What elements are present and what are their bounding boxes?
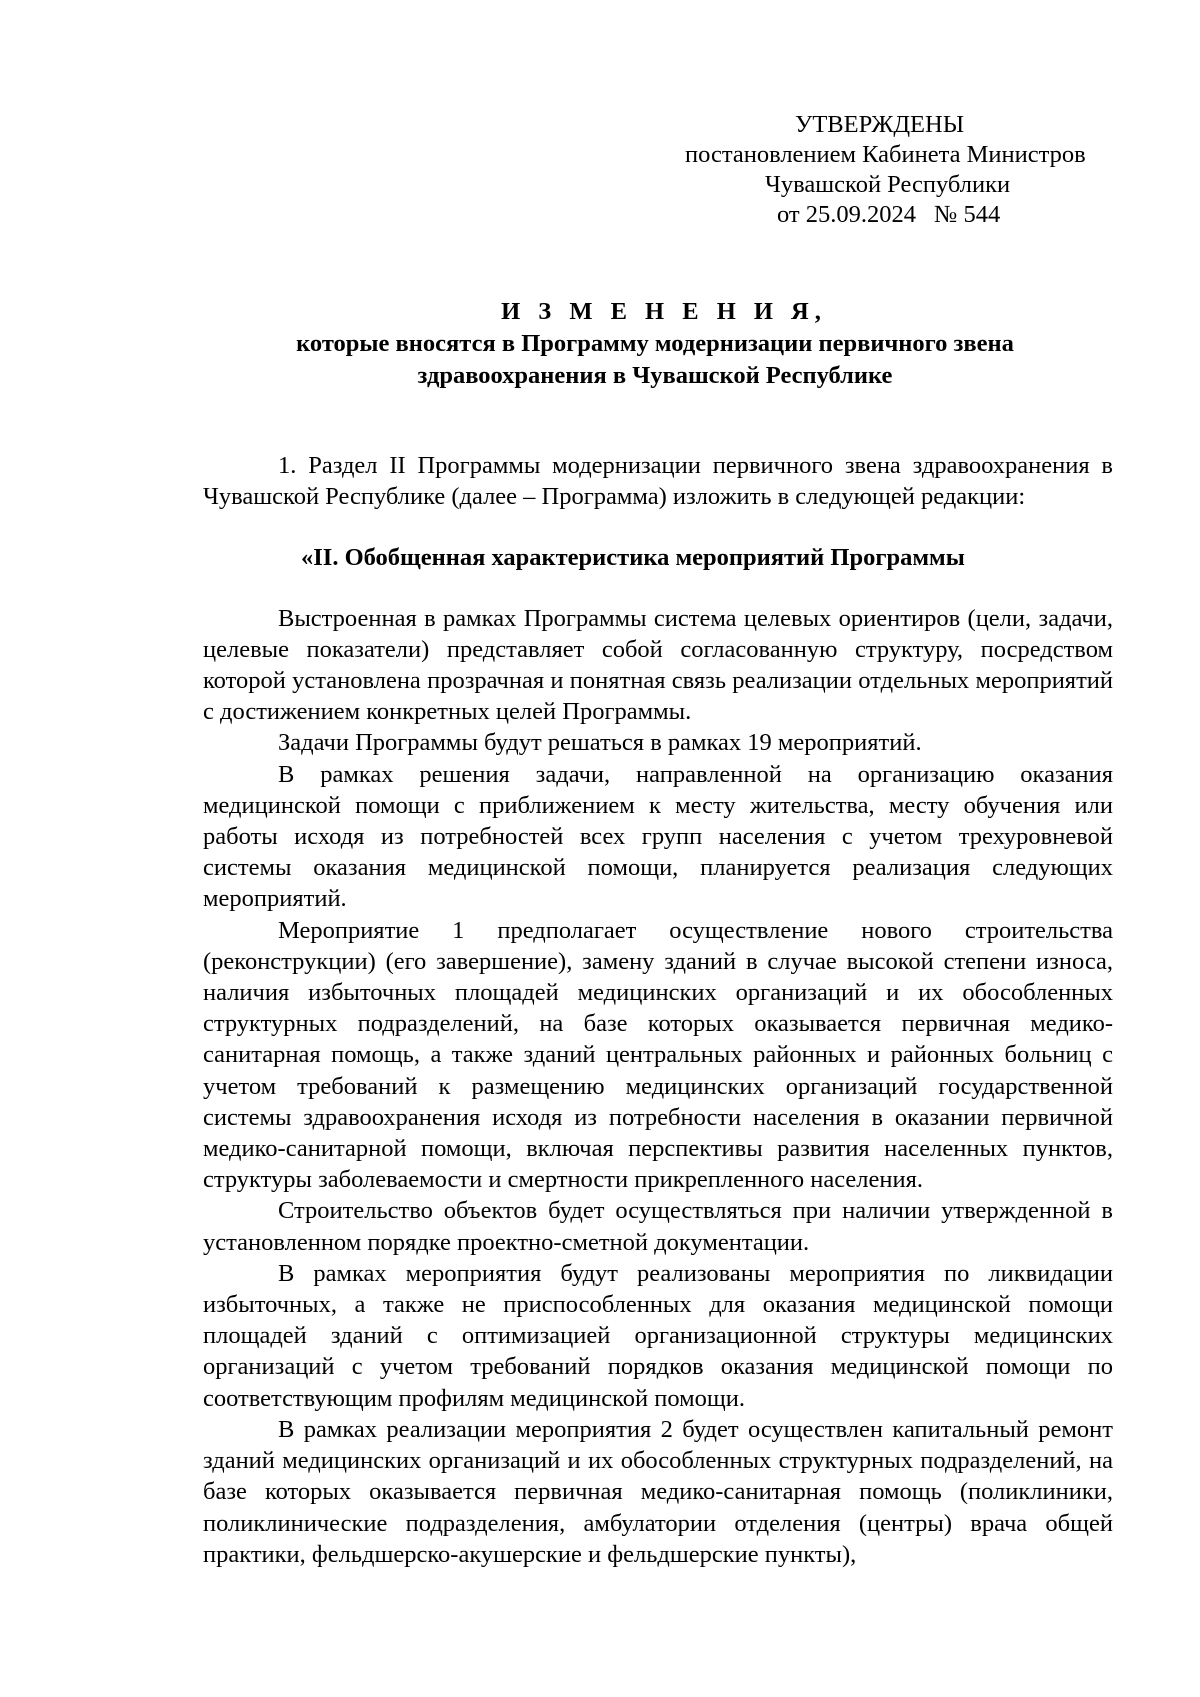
title-line-2: здравоохранения в Чувашской Республике: [417, 362, 893, 389]
document-title: [0, 296, 1200, 392]
approval-region: Чувашской Республики: [765, 171, 1011, 198]
paragraph: В рамках решения задачи, направленной на организацию оказания медицинской помощи с приближением к месту жительства, месту обучения или работы исходя из потребностей всех групп населения с учетом трехуровневой системы оказания медицинской помощи, планируется реализация следующих мероприятий.: [203, 760, 1113, 913]
paragraph: Задачи Программы будут решаться в рамках 19 мероприятий.: [278, 729, 922, 757]
document-body: [203, 450, 1113, 1570]
approval-authority: постановлением Кабинета Министров: [685, 141, 1086, 168]
approval-stamp: [685, 110, 1115, 230]
approval-title: УТВЕРЖДЕНЫ: [795, 111, 965, 138]
paragraph: Выстроенная в рамках Программы система целевых ориентиров (цели, задачи, целевые показатели) представляет собой согласованную структуру, посредством которой установлена прозрачная и понятная связь реализации отдельных мероприятий с достижением конкретных целей Программы.: [203, 604, 1113, 726]
paragraph: Мероприятие 1 предполагает осуществление нового строительства (реконструкции) (его завершение), замену зданий в случае высокой степени износа, наличия избыточных площадей медицинских организаций и их обособленных структурных подразделений, на базе которых оказывается первичная медико-санитарная помощь, а также зданий центральных районных и районных больниц с учетом требований к размещению медицинских организаций государственной системы здравоохранения исходя из потребности населения в оказании первичной медико-санитарной помощи, включая перспективы развития населенных пунктов, структуры заболеваемости и смертности прикрепленного населения.: [203, 916, 1113, 1194]
section-heading: «II. Обобщенная характеристика мероприятий Программы: [301, 544, 965, 572]
approval-date: от 25.09.2024: [777, 201, 917, 228]
approval-date-number: [685, 200, 1115, 230]
title-heading: И З М Е Н Е Н И Я,: [501, 298, 827, 325]
paragraph: В рамках реализации мероприятия 2 будет осуществлен капитальный ремонт зданий медицинских организаций и их обособленных структурных подразделений, на базе которых оказывается первичная медико-санитарная помощь (поликлиники, поликлинические подразделения, амбулатории отделения (центры) врача общей практики, фельдшерско-акушерские и фельдшерские пункты),: [203, 1415, 1113, 1568]
paragraph: Строительство объектов будет осуществляться при наличии утвержденной в установленном порядке проектно-сметной документации.: [203, 1197, 1113, 1256]
intro-paragraph: 1. Раздел II Программы модернизации первичного звена здравоохранения в Чувашской Республике (далее – Программа) изложить в следующей редакции:: [203, 452, 1113, 511]
title-line-1: которые вносятся в Программу модернизации первичного звена: [296, 330, 1014, 357]
approval-number: № 544: [934, 201, 1001, 228]
paragraph: В рамках мероприятия будут реализованы мероприятия по ликвидации избыточных, а также не приспособленных для оказания медицинской помощи площадей зданий с оптимизацией организационной структуры медицинских организаций с учетом требований порядков оказания медицинской помощи по соответствующим профилям медицинской помощи.: [203, 1259, 1113, 1412]
